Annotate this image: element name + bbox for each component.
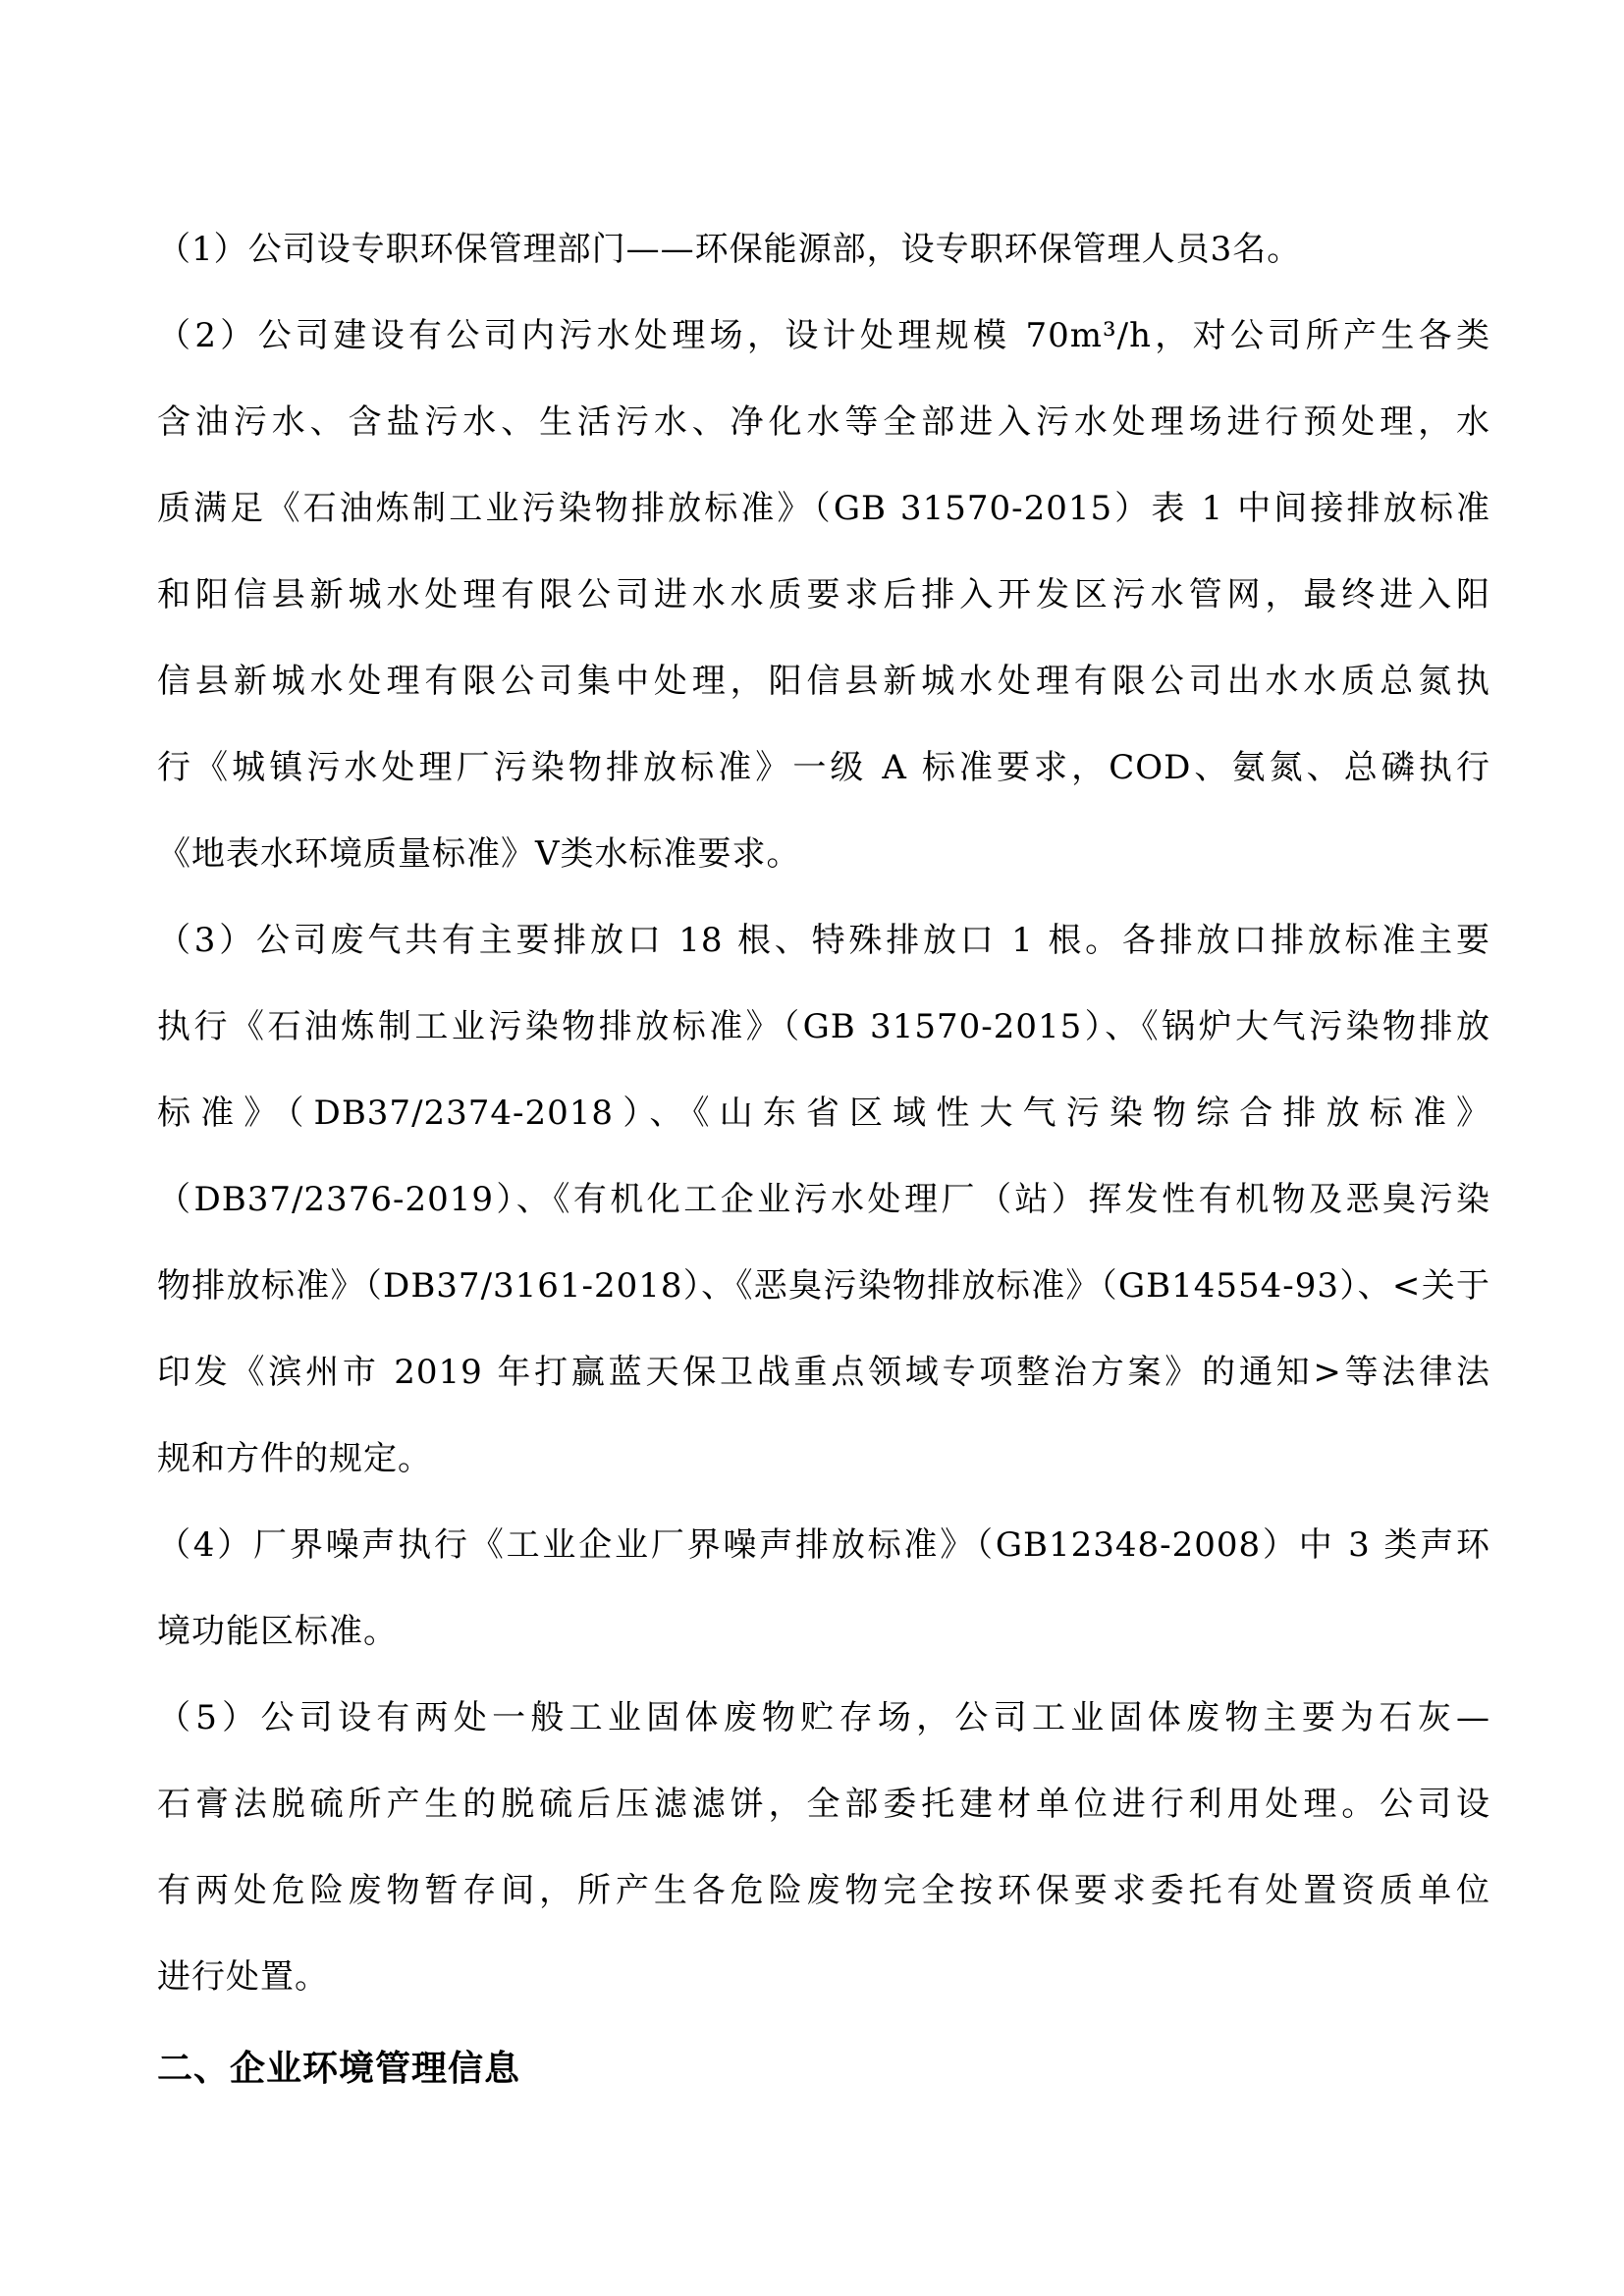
text-line: 进行处置。 <box>157 1957 329 1997</box>
text-line: 境功能区标准。 <box>157 1612 398 1651</box>
section-heading: 二、企业环境管理信息 <box>157 2049 521 2089</box>
text-line: 有两处危险废物暂存间，所产生各危险废物完全按环保要求委托有处置资质单位 <box>157 1871 1490 1910</box>
text-line: （4）厂界噪声执行《工业企业厂界噪声排放标准》（GB12348-2008）中 3 类声环 <box>157 1525 1490 1565</box>
text-line: 物排放标准》（DB37/3161-2018）、《恶臭污染物排放标准》（GB14554-93）、<关于 <box>157 1266 1490 1306</box>
document-body <box>157 206 1490 2112</box>
text-line: 石膏法脱硫所产生的脱硫后压滤滤饼，全部委托建材单位进行利用处理。公司设 <box>157 1785 1490 1824</box>
text-line: 印发《滨州市 2019 年打赢蓝天保卫战重点领域专项整治方案》的通知>等法律法 <box>157 1353 1490 1392</box>
text-line: 《地表水环境质量标准》Ⅴ类水标准要求。 <box>157 834 801 874</box>
text-line: （2）公司建设有公司内污水处理场，设计处理规模 70m³/h，对公司所产生各类 <box>157 316 1490 355</box>
paragraph-2 <box>157 293 1490 897</box>
text-line: （DB37/2376-2019）、《有机化工企业污水处理厂（站）挥发性有机物及恶臭污染 <box>157 1180 1490 1219</box>
text-line: （5）公司设有两处一般工业固体废物贮存场，公司工业固体废物主要为石灰— <box>157 1698 1490 1737</box>
paragraph-5 <box>157 1675 1490 2020</box>
text-line: 规和方件的规定。 <box>157 1439 432 1478</box>
paragraph-1 <box>157 206 1490 293</box>
text-line: 标准》（DB37/2374-2018）、《山东省区域性大气污染物综合排放标准》 <box>157 1094 1490 1133</box>
text-line: 信县新城水处理有限公司集中处理，阳信县新城水处理有限公司出水水质总氮执 <box>157 662 1490 701</box>
text-line: 和阳信县新城水处理有限公司进水水质要求后排入开发区污水管网，最终进入阳 <box>157 575 1490 614</box>
paragraph-4 <box>157 1502 1490 1675</box>
text-line: 质满足《石油炼制工业污染物排放标准》（GB 31570-2015）表 1 中间接排放标准 <box>157 489 1490 528</box>
text-line: （1）公司设专职环保管理部门——环保能源部，设专职环保管理人员3名。 <box>157 230 1302 269</box>
text-line: 含油污水、含盐污水、生活污水、净化水等全部进入污水处理场进行预处理，水 <box>157 402 1490 442</box>
text-line: （3）公司废气共有主要排放口 18 根、特殊排放口 1 根。各排放口排放标准主要 <box>157 921 1490 960</box>
text-line: 执行《石油炼制工业污染物排放标准》（GB 31570-2015）、《锅炉大气污染物排放 <box>157 1007 1490 1046</box>
text-line: 行《城镇污水处理厂污染物排放标准》一级 A 标准要求，COD、氨氮、总磷执行 <box>157 748 1490 787</box>
paragraph-3 <box>157 897 1490 1502</box>
